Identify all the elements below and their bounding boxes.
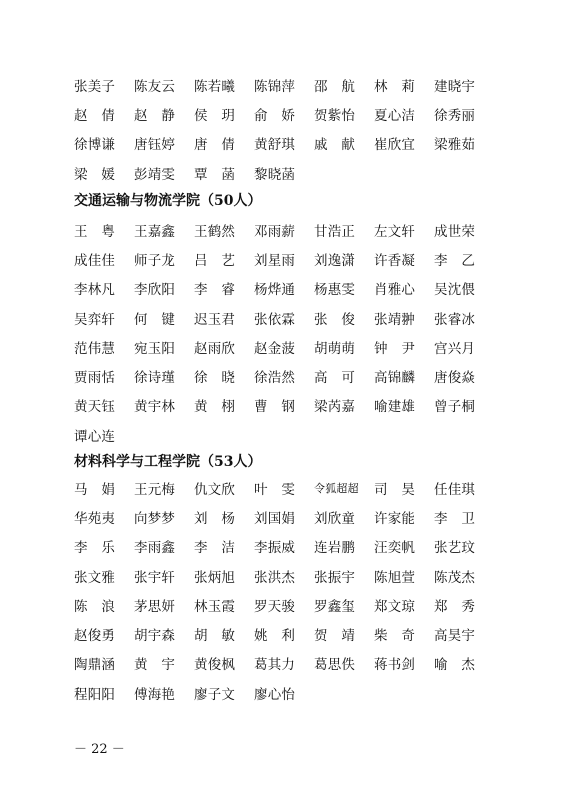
name-row <box>74 244 494 273</box>
person-name: 茅思妍 <box>134 598 176 615</box>
person-name: 黎晓菡 <box>254 166 296 183</box>
person-name: 高昊宇 <box>434 628 476 645</box>
person-name: 李雨鑫 <box>134 540 176 557</box>
person-name: 胡萌萌 <box>314 340 356 357</box>
person-name: 夏心洁 <box>374 107 416 124</box>
person-name: 黄 宇 <box>134 657 176 674</box>
person-name: 贾雨恬 <box>74 370 116 387</box>
page-number: － 22 － <box>74 742 125 757</box>
person-name: 梁 媛 <box>74 166 116 183</box>
person-name: 徐秀丽 <box>434 107 476 124</box>
name-row <box>74 561 494 590</box>
person-name: 黄宇林 <box>134 399 176 416</box>
person-name: 姚 利 <box>254 628 296 645</box>
person-name: 陶鼎涵 <box>74 657 116 674</box>
person-name: 贺 靖 <box>314 628 356 645</box>
person-name: 范伟慧 <box>74 340 116 357</box>
person-name: 左文轩 <box>374 223 416 240</box>
person-name: 陈友云 <box>134 78 176 95</box>
person-name: 梁雅茹 <box>434 137 476 154</box>
person-name: 蒋书剑 <box>374 657 416 674</box>
person-name: 林 莉 <box>374 78 416 95</box>
person-name: 陈锦萍 <box>254 78 296 95</box>
person-name: 胡 敏 <box>194 628 236 645</box>
name-row <box>74 502 494 531</box>
person-name: 赵 倩 <box>74 107 116 124</box>
name-row <box>74 649 494 678</box>
person-name: 陈若曦 <box>194 78 236 95</box>
person-name: 王嘉鑫 <box>134 223 176 240</box>
person-name: 曾子桐 <box>434 399 476 416</box>
person-name: 师子龙 <box>134 252 176 269</box>
person-name: 俞 娇 <box>254 107 296 124</box>
person-name: 戚 献 <box>314 137 356 154</box>
name-row <box>74 129 494 158</box>
person-name: 郑 秀 <box>434 598 476 615</box>
person-name: 钟 尹 <box>374 340 416 357</box>
person-name: 黄舒琪 <box>254 137 296 154</box>
person-name: 迟玉君 <box>194 311 236 328</box>
person-name: 连岩鹏 <box>314 540 356 557</box>
person-name: 徐 晓 <box>194 370 236 387</box>
person-name: 李 乐 <box>74 540 116 557</box>
person-name: 何 键 <box>134 311 176 328</box>
person-name: 彭靖雯 <box>134 166 176 183</box>
person-name: 司 昊 <box>374 481 416 498</box>
name-row <box>74 391 494 420</box>
person-name: 曹 钢 <box>254 399 296 416</box>
person-name: 黄天钰 <box>74 399 116 416</box>
person-name: 唐俊焱 <box>434 370 476 387</box>
person-name: 刘 杨 <box>194 510 236 527</box>
name-grid-continued <box>74 70 494 187</box>
person-name: 葛其力 <box>254 657 296 674</box>
name-row <box>74 532 494 561</box>
person-name: 李 睿 <box>194 282 236 299</box>
person-name: 刘欣童 <box>314 510 356 527</box>
person-name: 罗鑫玺 <box>314 598 356 615</box>
person-name: 刘逸潇 <box>314 252 356 269</box>
person-name: 廖心怡 <box>254 686 296 703</box>
name-row <box>74 619 494 648</box>
person-name: 林玉霞 <box>194 598 236 615</box>
person-name: 张振宇 <box>314 569 356 586</box>
person-name: 李 乙 <box>434 252 476 269</box>
person-name: 吕 艺 <box>194 252 236 269</box>
person-name: 徐博谦 <box>74 137 116 154</box>
section-heading-materials: 材料科学与工程学院（53人） <box>74 454 262 470</box>
name-row <box>74 332 494 361</box>
person-name: 张炳旭 <box>194 569 236 586</box>
person-name: 王 粤 <box>74 223 116 240</box>
name-row <box>74 361 494 390</box>
person-name: 胡宇森 <box>134 628 176 645</box>
person-name: 吴沈偎 <box>434 282 476 299</box>
person-name: 宫兴月 <box>434 340 476 357</box>
person-name: 张 俊 <box>314 311 356 328</box>
person-name: 喻建雄 <box>374 399 416 416</box>
person-name: 成世荣 <box>434 223 476 240</box>
person-name: 邵 航 <box>314 78 356 95</box>
person-name: 贺紫怡 <box>314 107 356 124</box>
name-row <box>74 99 494 128</box>
person-name: 黄 栩 <box>194 399 236 416</box>
person-name: 程阳阳 <box>74 686 116 703</box>
section-heading-transport: 交通运输与物流学院（50人） <box>74 193 262 209</box>
person-name: 邓雨薪 <box>254 223 296 240</box>
name-row <box>74 158 494 187</box>
name-row <box>74 420 494 449</box>
person-name: 王元梅 <box>134 481 176 498</box>
person-name: 李欣阳 <box>134 282 176 299</box>
person-name: 赵俊勇 <box>74 628 116 645</box>
person-name: 宛玉阳 <box>134 340 176 357</box>
person-name: 梁芮嘉 <box>314 399 356 416</box>
person-name: 徐浩然 <box>254 370 296 387</box>
person-name: 李林凡 <box>74 282 116 299</box>
name-row <box>74 215 494 244</box>
name-row <box>74 303 494 332</box>
person-name: 任佳琪 <box>434 481 476 498</box>
person-name: 高 可 <box>314 370 356 387</box>
person-name: 许家能 <box>374 510 416 527</box>
person-name: 张洪杰 <box>254 569 296 586</box>
name-grid-materials <box>74 473 494 707</box>
person-name: 赵金菠 <box>254 340 296 357</box>
person-name: 罗天骏 <box>254 598 296 615</box>
person-name: 令狐超超 <box>314 481 359 495</box>
name-grid-transport <box>74 215 494 449</box>
person-name: 柴 奇 <box>374 628 416 645</box>
person-name: 崔欣宜 <box>374 137 416 154</box>
name-row <box>74 590 494 619</box>
person-name: 陈 浪 <box>74 598 116 615</box>
person-name: 华苑夷 <box>74 510 116 527</box>
person-name: 张美子 <box>74 78 116 95</box>
person-name: 张文雅 <box>74 569 116 586</box>
person-name: 杨惠雯 <box>314 282 356 299</box>
person-name: 张艺玟 <box>434 540 476 557</box>
person-name: 甘浩正 <box>314 223 356 240</box>
person-name: 马 娟 <box>74 481 116 498</box>
person-name: 陈旭萱 <box>374 569 416 586</box>
person-name: 李 洁 <box>194 540 236 557</box>
person-name: 李振威 <box>254 540 296 557</box>
person-name: 王鹤然 <box>194 223 236 240</box>
person-name: 谭心连 <box>74 428 116 445</box>
person-name: 张宇轩 <box>134 569 176 586</box>
person-name: 黄俊枫 <box>194 657 236 674</box>
person-name: 刘星雨 <box>254 252 296 269</box>
person-name: 张依霖 <box>254 311 296 328</box>
person-name: 赵雨欣 <box>194 340 236 357</box>
person-name: 吴弈轩 <box>74 311 116 328</box>
person-name: 张睿冰 <box>434 311 476 328</box>
person-name: 葛思佚 <box>314 657 356 674</box>
person-name: 傅海艳 <box>134 686 176 703</box>
person-name: 侯 玥 <box>194 107 236 124</box>
person-name: 赵 静 <box>134 107 176 124</box>
person-name: 张靖翀 <box>374 311 416 328</box>
person-name: 杨烨通 <box>254 282 296 299</box>
person-name: 许香凝 <box>374 252 416 269</box>
person-name: 成佳佳 <box>74 252 116 269</box>
person-name: 向梦梦 <box>134 510 176 527</box>
person-name: 建晓宇 <box>434 78 476 95</box>
person-name: 徐诗瑾 <box>134 370 176 387</box>
name-row <box>74 678 494 707</box>
person-name: 肖雅心 <box>374 282 416 299</box>
person-name: 刘国娟 <box>254 510 296 527</box>
name-row <box>74 274 494 303</box>
person-name: 陈茂杰 <box>434 569 476 586</box>
person-name: 仇文欣 <box>194 481 236 498</box>
person-name: 李 卫 <box>434 510 476 527</box>
person-name: 叶 雯 <box>254 481 296 498</box>
person-name: 郑文琼 <box>374 598 416 615</box>
person-name: 高锦麟 <box>374 370 416 387</box>
person-name: 唐 倩 <box>194 137 236 154</box>
person-name: 覃 菡 <box>194 166 236 183</box>
name-row <box>74 70 494 99</box>
person-name: 廖子文 <box>194 686 236 703</box>
person-name: 汪奕帆 <box>374 540 416 557</box>
person-name: 唐钰婷 <box>134 137 176 154</box>
person-name: 喻 杰 <box>434 657 476 674</box>
name-row <box>74 473 494 502</box>
